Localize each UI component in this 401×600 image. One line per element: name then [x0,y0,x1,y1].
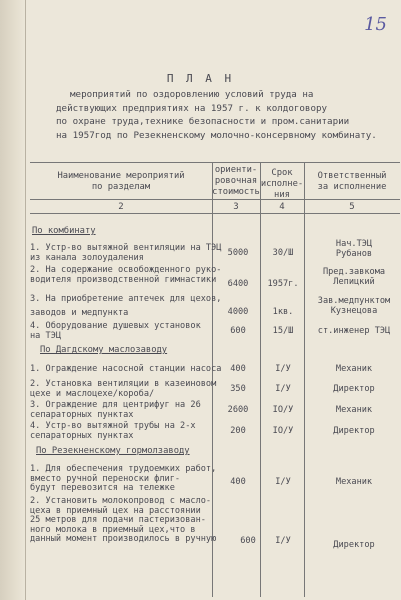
row-responsible: Директор [333,540,375,550]
row-name: 4. Устр-во вытяжной трубы на 2-х сепараторных пунктах [30,421,196,441]
row-term: I/У [275,364,291,374]
column-number: 2 [118,202,124,212]
header-responsible: Ответственный за исполнение [317,171,387,192]
row-responsible: Директор [333,384,375,394]
table-col-divider [260,162,261,597]
binding-margin [0,0,26,600]
row-name: 2. Установить молокопровод с масло- цеха в приемный цех на расстоянии 25 метров для подачи пастеризован- ного молока в приемный цех,что в данный момент производилось в ручную [30,496,217,545]
row-cost: 350 [230,384,246,394]
row-cost: 4000 [227,307,249,317]
row-term: 15/Ш [272,326,294,336]
row-name: 2. На содержание освобожденного руко- водителя производственной гимнастики [30,265,222,285]
row-term: IО/У [272,405,294,415]
header-cost: ориенти- ровочная стоимость [212,165,260,197]
row-term: IО/У [272,426,294,436]
row-term: 30/Ш [272,248,294,258]
row-name: 1. Устр-во вытяжной вентиляции на ТЭЦ из канала золоудаления [30,243,222,263]
page-number: 15 [364,14,387,35]
table-col-divider [304,162,305,597]
header-term: Срок исполне- ния [260,168,304,200]
row-responsible: ст.инженер ТЭЦ [317,326,391,336]
table-top-rule [30,162,400,163]
row-name: 4. Оборудование душевых установок на ТЭЦ [30,321,201,341]
header-name: Наименование мероприятий по разделам [57,171,185,192]
row-term: I/У [275,384,291,394]
row-cost: 600 [240,536,256,546]
section-title: По комбинату [32,226,96,236]
column-number: 3 [233,202,239,212]
row-responsible: Пред.завкома Лепицкий [322,267,386,287]
subtitle-line: действующих предприятиях на 1957 г. к колдоговору [56,102,328,114]
column-number: 5 [349,202,355,212]
row-cost: 5000 [227,248,249,258]
document-subtitle [56,88,396,142]
row-term: 1957г. [267,279,299,289]
row-cost: 200 [230,426,246,436]
table-header-rule [30,199,400,200]
row-name: 3. Ограждение для центрифуг на 26 сепараторных пунктах [30,400,201,420]
binding-edge [25,0,26,600]
section-title: По Резекненскому гормолзаводу [36,446,190,456]
row-responsible: Нач.ТЭЦ Рубанов [335,239,373,259]
row-term: I/У [275,536,291,546]
row-responsible: Механик [335,364,373,374]
subtitle-line: на 1957год по Резекненскому молочно-консервному комбинату. [56,129,377,141]
row-cost: 400 [230,364,246,374]
row-term: I/У [275,477,291,487]
row-name: 1. Ограждение насосной станции насоса [30,364,222,374]
row-name: 1. Для обеспечения трудоемких работ, вместо ручной переноски флиг- будут перевозится на тележке [30,464,217,494]
column-number: 4 [279,202,285,212]
row-cost: 6400 [227,279,249,289]
row-name: 2. Установка вентиляции в казеиновом цехе и маслоцехе/короба/ [30,379,217,399]
subtitle-line: мероприятий по оздоровлению условий труда на [70,89,314,100]
row-responsible: Зав.медпунктом Кузнецова [317,296,391,316]
subtitle-line: по охране труда,технике безопасности и пром.санитарии [56,116,350,128]
table-colnum-rule [30,213,400,214]
row-cost: 600 [230,326,246,336]
row-responsible: Механик [335,477,373,487]
section-title: По Дагдскому маслозаводу [40,345,168,355]
row-cost: 2600 [227,405,249,415]
row-term: 1кв. [272,307,294,317]
document-title: П Л А Н [166,72,235,85]
row-responsible: Директор [333,426,375,436]
row-cost: 400 [230,477,246,487]
row-name: 3. На приобретение аптечек для цехов, заводов и медпункта [30,294,222,318]
row-responsible: Механик [335,405,373,415]
